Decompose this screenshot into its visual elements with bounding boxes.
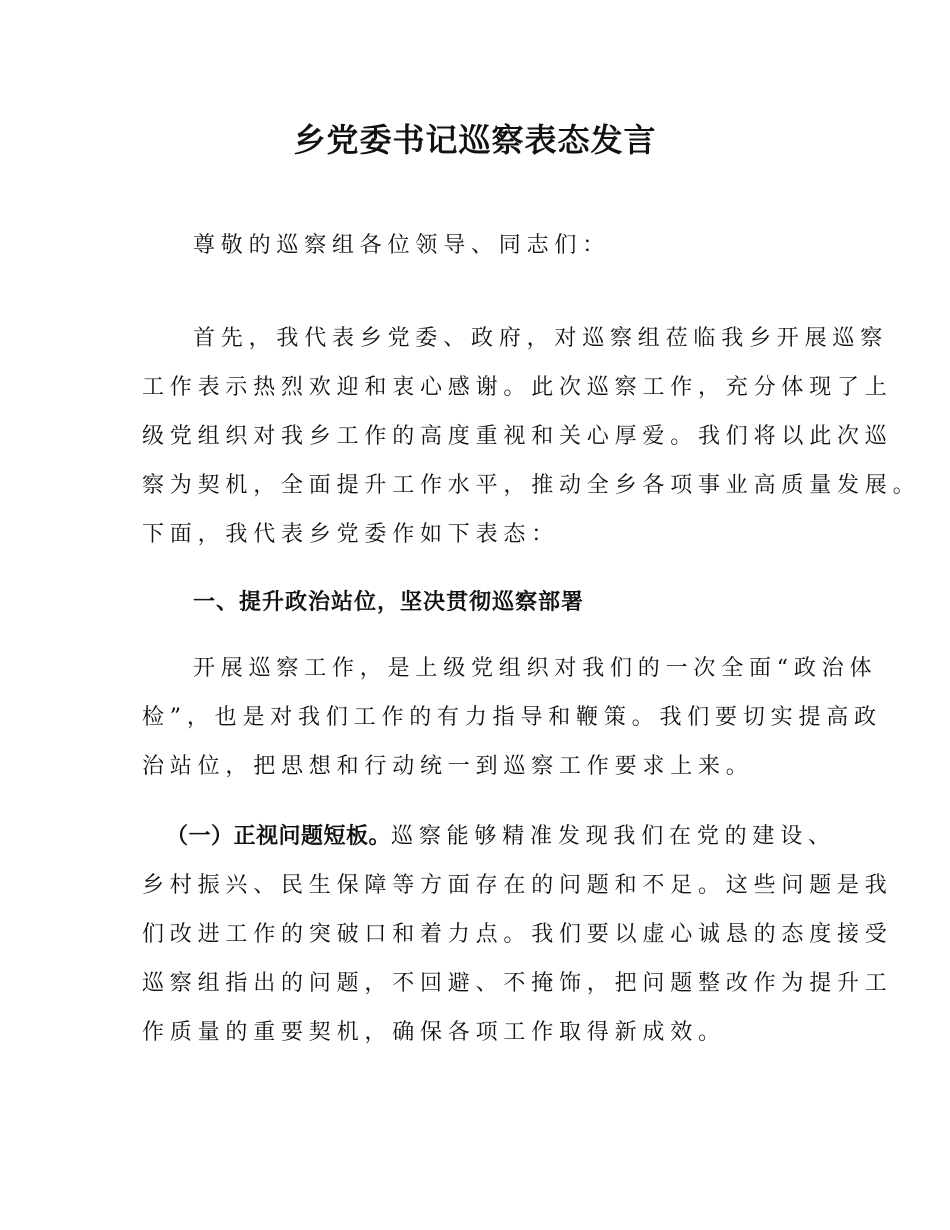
document-title: 乡党委书记巡察表态发言	[293, 121, 657, 159]
greeting	[142, 221, 832, 270]
intro-paragraph	[142, 314, 921, 559]
paragraph-line: 察为契机，全面提升工作水平，推动全乡各项事业高质量发展。	[142, 473, 921, 498]
paragraph-line: 巡察组指出的问题，不回避、不掩饰，把问题整改作为提升工	[142, 971, 893, 996]
paragraph-line: 首先，我代表乡党委、政府，对巡察组莅临我乡开展巡察	[193, 326, 889, 351]
paragraph-line: 乡村振兴、民生保障等方面存在的问题和不足。这些问题是我	[142, 873, 893, 898]
subsection-1-paragraph	[142, 812, 893, 1057]
heading-text: 一、提升政治站位，坚决贯彻巡察部署	[193, 590, 585, 615]
paragraph-line: 工作表示热烈欢迎和衷心感谢。此次巡察工作，充分体现了上	[142, 375, 893, 400]
paragraph-line	[142, 812, 836, 861]
section1-paragraph	[142, 644, 882, 791]
greeting-text: 尊敬的巡察组各位领导、同志们：	[193, 233, 611, 258]
paragraph-line: 下面，我代表乡党委作如下表态：	[142, 522, 560, 547]
paragraph-line: 级党组织对我乡工作的高度重视和关心厚爱。我们将以此次巡	[142, 424, 893, 449]
subsection-lead: （一）正视问题短板。	[166, 824, 392, 849]
paragraph-line: 们改进工作的突破口和着力点。我们要以虚心诚恳的态度接受	[142, 922, 893, 947]
paragraph-line: 检”，也是对我们工作的有力指导和鞭策。我们要切实提高政	[142, 705, 882, 730]
section-heading-1	[142, 578, 832, 627]
paragraph-line: 作质量的重要契机，确保各项工作取得新成效。	[142, 1020, 726, 1045]
subsection-text: 巡察能够精准发现我们在党的建设、	[391, 824, 836, 849]
paragraph-line: 开展巡察工作，是上级党组织对我们的一次全面“政治体	[193, 656, 878, 681]
paragraph-line: 治站位，把思想和行动统一到巡察工作要求上来。	[142, 754, 754, 779]
